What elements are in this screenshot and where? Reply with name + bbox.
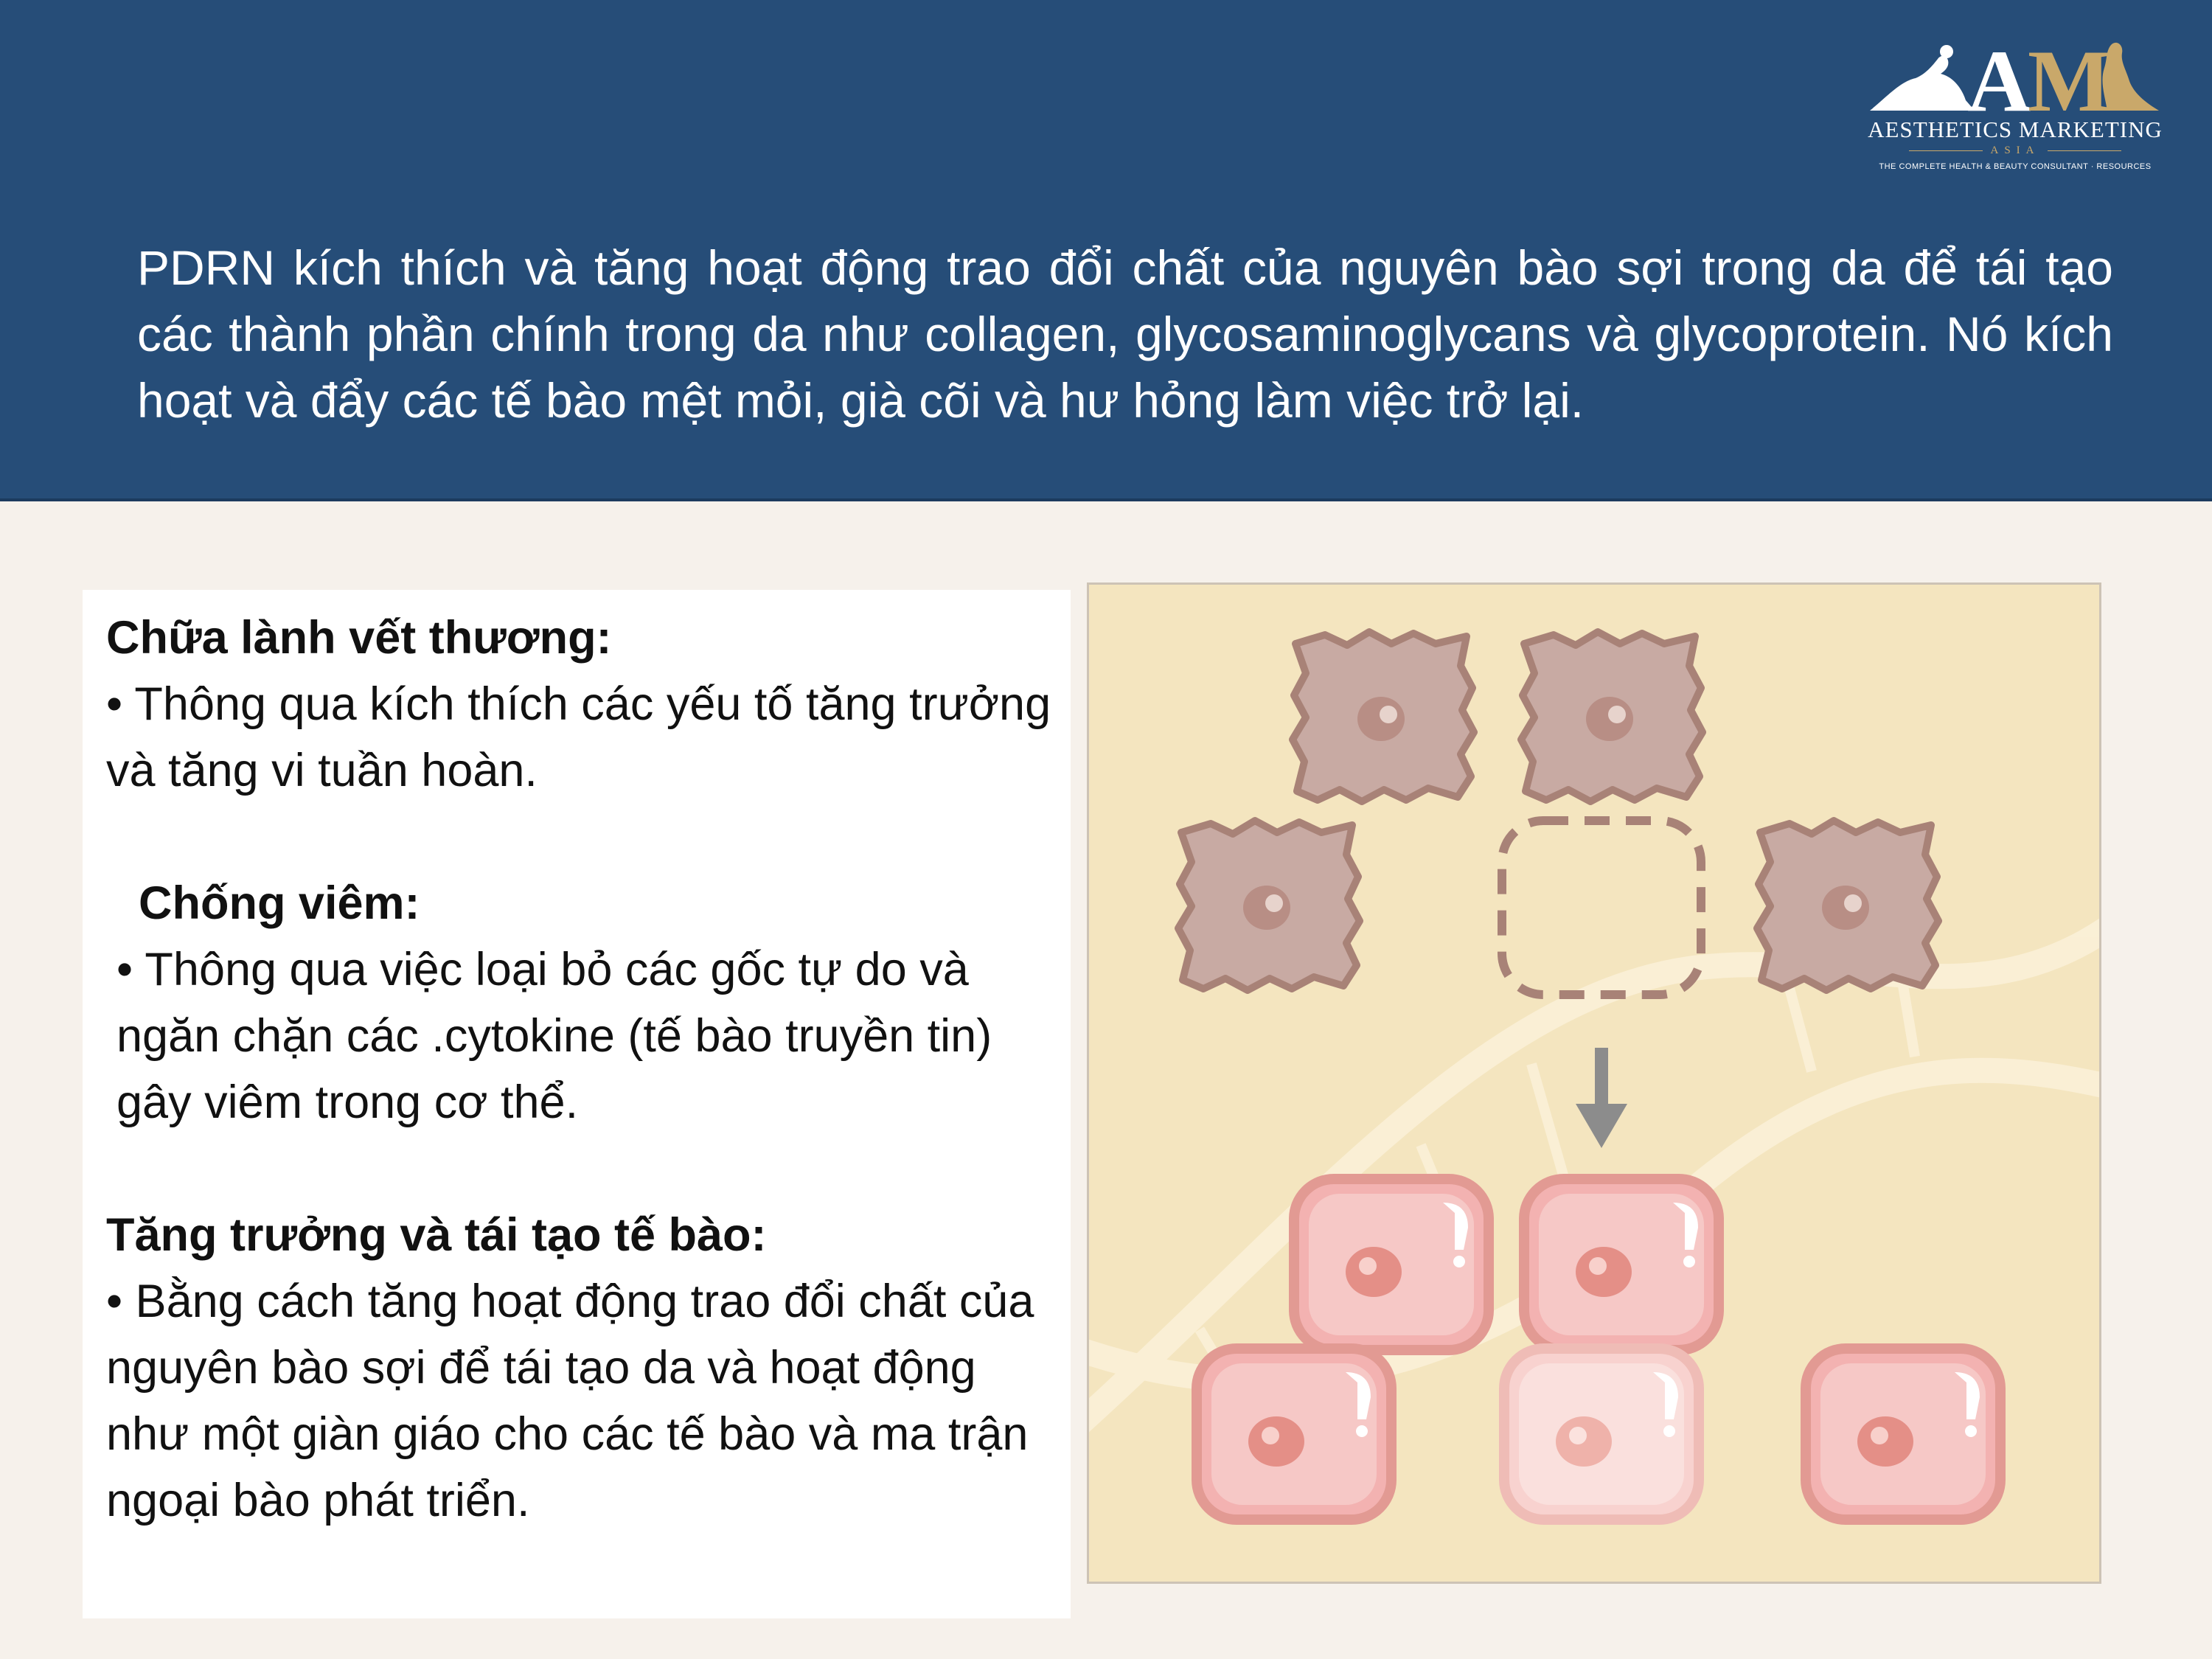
header-divider [0,498,2212,501]
section-cell-regeneration [106,1202,1065,1534]
svg-text:A: A [1967,32,2031,118]
logo-monogram [1864,29,2166,118]
healthy-cell-icon [1806,1349,2000,1520]
damaged-cell-icon [1757,821,1938,990]
damaged-cell-icon [1293,632,1474,801]
section-title: Tăng trưởng và tái tạo tế bào: [106,1209,767,1261]
healthy-cell-icon [1294,1179,1489,1350]
healthy-cell-icon [1197,1349,1391,1520]
cell-regeneration-illustration [1087,582,2101,1584]
new-cell-icon [1504,1349,1699,1520]
intro-paragraph: PDRN kích thích và tăng hoạt động trao đổi chất của nguyên bào sợi trong da để tái tạo các thành phần chính trong da như collagen, glycosaminoglycans và glycoprotein. Nó kích hoạt và đẩy các tế bào mệt mỏi, già cõi và hư hỏng làm việc trở lại. [137,240,2113,428]
down-arrow-icon [1576,1048,1627,1148]
brand-logo [1864,29,2166,184]
logo-region: ASIA [1864,145,2166,157]
section-anti-inflammatory [106,870,1065,1135]
healthy-cell-icon [1524,1179,1719,1350]
damaged-cell-icon [1178,821,1360,990]
section-body: • Bằng cách tăng hoạt động trao đổi chất của nguyên bào sợi để tái tạo da và hoạt động như một giàn giáo cho các tế bào và ma trận ngoại bào phát triển. [106,1276,1034,1526]
section-body: • Thông qua kích thích các yếu tố tăng trưởng và tăng vi tuần hoàn. [106,678,1051,796]
section-wound-healing [106,605,1065,804]
section-title: Chữa lành vết thương: [106,612,612,664]
section-body: • Thông qua việc loại bỏ các gốc tự do và ngăn chặn các .cytokine (tế bào truyền tin) gây viêm trong cơ thể. [116,944,992,1128]
section-title: Chống viêm: [139,877,420,929]
benefits-panel [83,590,1071,1618]
svg-text:M: M [2028,32,2112,118]
damaged-cell-icon [1521,632,1703,801]
logo-tagline: THE COMPLETE HEALTH & BEAUTY CONSULTANT · RESOURCES [1879,162,2152,171]
logo-name: AESTHETICS MARKETING [1868,116,2163,142]
